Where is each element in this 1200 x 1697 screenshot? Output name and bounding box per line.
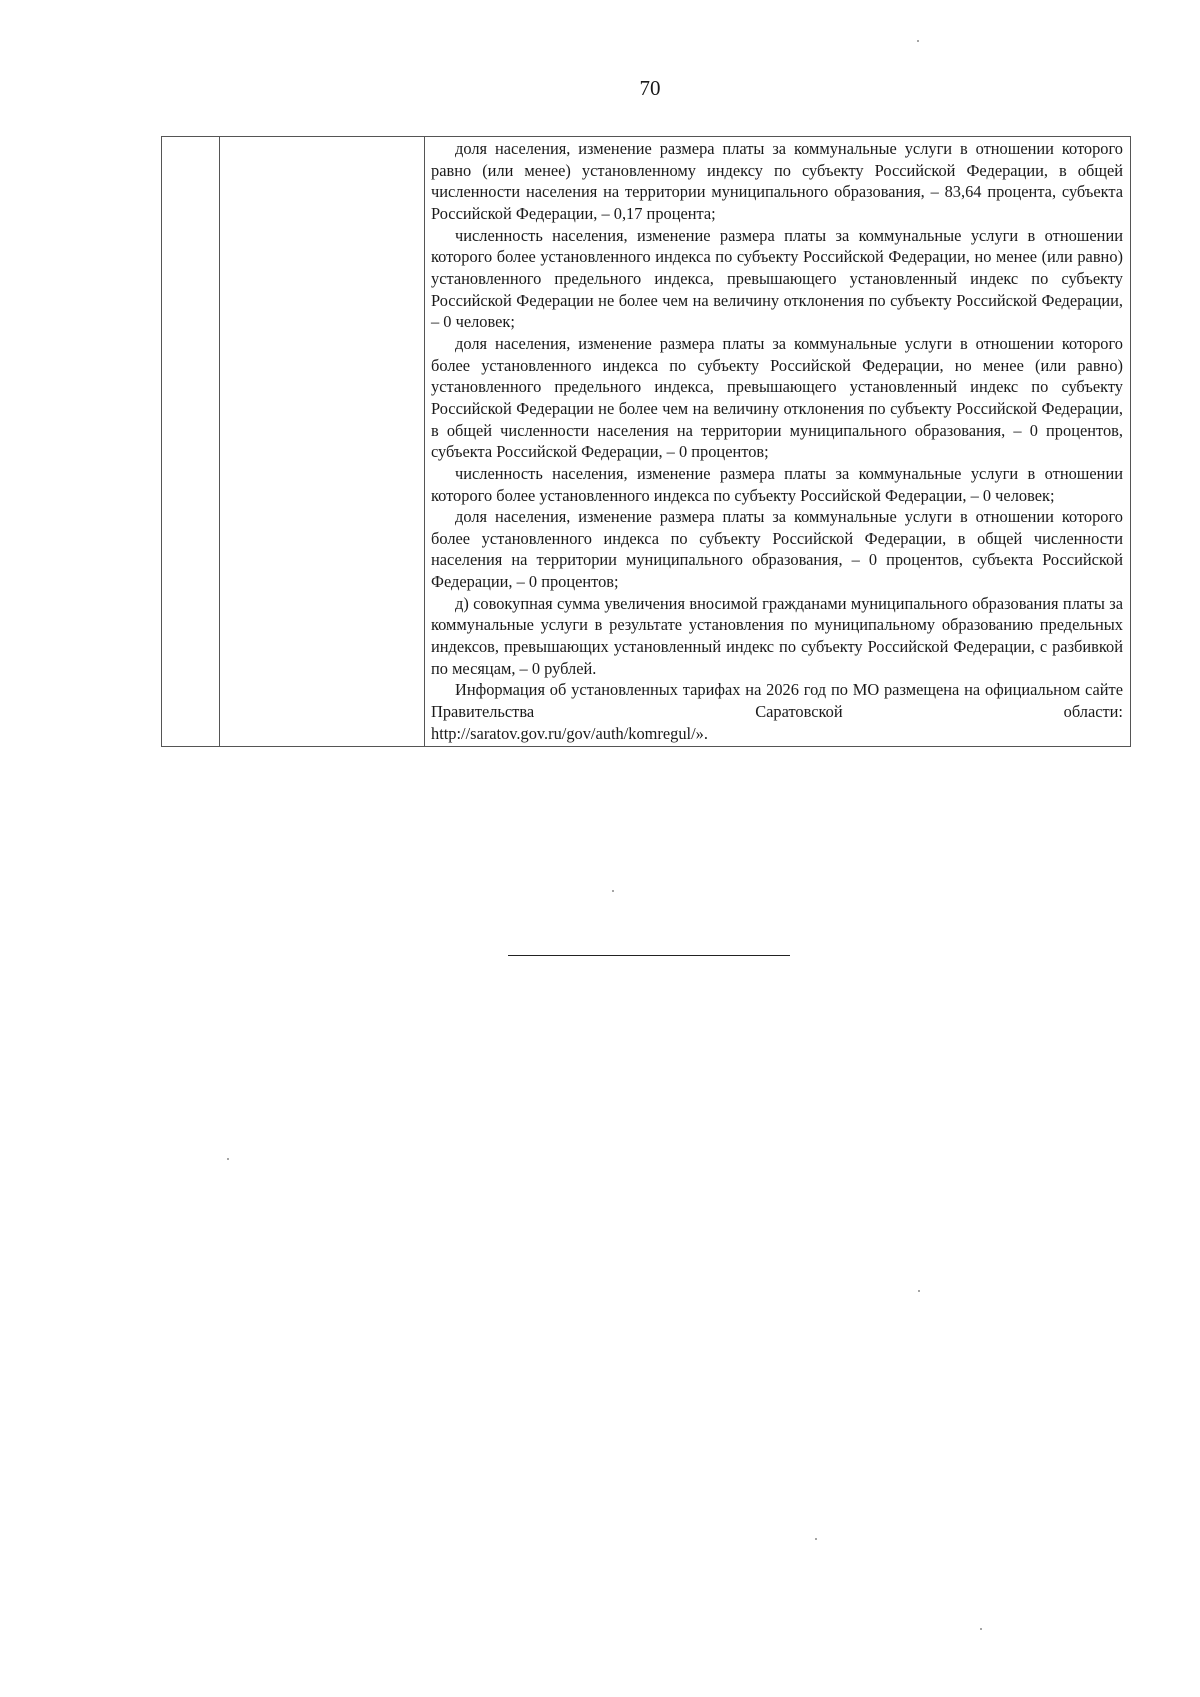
paragraph-count-between-indices: численность населения, изменение размера платы за коммунальные услуги в отношении которого более установленного индекса по субъекту Российской Федерации, но менее (или равно) установленного предельного индекса, превышающего установленный индекс по субъекту Российской Федерации не более чем на величину отклонения по субъекту Российской Федерации, – 0 человек; [431,225,1123,332]
table-column-name [220,137,425,746]
document-table [161,136,1131,747]
info-url: http://saratov.gov.ru/gov/auth/komregul/». [431,723,708,743]
paragraph-info: Информация об установленных тарифах на 2026 год по МО размещена на официальном сайте Правительства Саратовской области: [431,680,1123,722]
table-column-content [425,137,1130,746]
page-number: 70 [639,76,661,100]
end-separator-line [508,955,790,956]
paragraph-count-above-index: численность населения, изменение размера платы за коммунальные услуги в отношении которого более установленного индекса по субъекту Российской Федерации, – 0 человек; [431,463,1123,505]
scan-speck [980,1628,982,1630]
paragraph-share-above-index: доля населения, изменение размера платы за коммунальные услуги в отношении которого более установленного индекса по субъекту Российской Федерации, в общей численности населения на территории муниципального образования, – 0 процентов, субъекта Российской Федерации, – 0 процентов; [431,507,1123,592]
scan-speck [227,1158,229,1160]
paragraph-share-equal-index: доля населения, изменение размера платы за коммунальные услуги в отношении которого равно (или менее) установленному индексу по субъекту Российской Федерации, в общей численности населения на территории муниципального образования, – 83,64 процента, субъекта Российской Федерации, – 0,17 процента; [431,139,1123,223]
scan-speck [917,40,919,42]
scan-speck [918,1290,920,1292]
table-column-number [162,137,220,746]
scan-speck [815,1538,817,1540]
scan-speck [612,890,614,892]
paragraph-share-between-indices: доля населения, изменение размера платы за коммунальные услуги в отношении которого более установленного индекса по субъекту Российской Федерации, но менее (или равно) установленного предельного индекса, превышающего установленный индекс по субъекту Российской Федерации не более чем на величину отклонения по субъекту Российской Федерации, в общей численности населения на территории муниципального образования, – 0 процентов, субъекта Российской Федерации, – 0 процентов; [431,333,1123,462]
paragraph-total-increase: д) совокупная сумма увеличения вносимой гражданами муниципального образования платы за коммунальные услуги в результате установления по муниципальному образованию предельных индексов, превышающих установленный индекс по субъекту Российской Федерации, с разбивкой по месяцам, – 0 рублей. [431,593,1123,678]
